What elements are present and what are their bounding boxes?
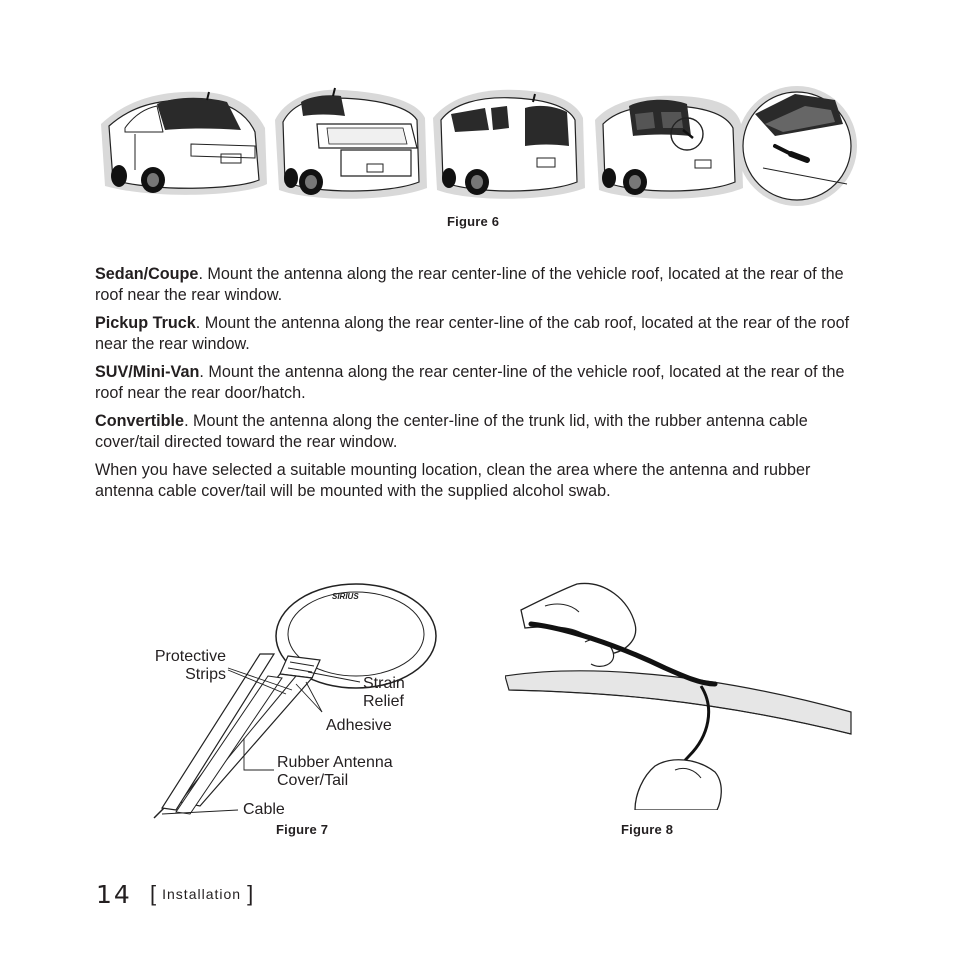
bracket-close: ] — [247, 881, 254, 906]
pickup-truck-illustration — [275, 88, 427, 199]
page-number: 14 — [96, 880, 132, 909]
convertible-illustration — [595, 96, 743, 199]
label-adhesive: Adhesive — [326, 717, 392, 734]
label-strain-line2: Relief — [363, 693, 404, 710]
convertible-detail-illustration — [737, 86, 857, 206]
paragraph-sedan-coupe — [95, 264, 870, 306]
text-suv-mini-van: . Mount the antenna along the rear center-line of the vehicle roof, located at the rear of the roof near the rear door/hatch. — [95, 363, 845, 402]
label-strain-relief — [363, 675, 405, 711]
term-convertible: Convertible — [95, 412, 185, 430]
label-rubber-antenna-cover — [277, 754, 393, 790]
text-sedan-coupe: . Mount the antenna along the rear center-line of the vehicle roof, located at the rear of the roof near the rear window. — [95, 265, 844, 304]
figure-6-illustration — [95, 84, 860, 212]
text-cleaning: When you have selected a suitable mounting location, clean the area where the antenna and rubber antenna cable cover/tail will be mounted with the supplied alcohol swab. — [95, 461, 811, 500]
paragraph-suv-mini-van — [95, 362, 870, 404]
antenna-brand-label: SIRIUS — [332, 592, 359, 601]
text-pickup-truck: . Mount the antenna along the rear center-line of the cab roof, located at the rear of the roof near the rear window. — [95, 314, 850, 353]
label-rubber-line2: Cover/Tail — [277, 772, 349, 789]
label-protective-line1: Protective — [154, 648, 226, 665]
bracket-open: [ — [150, 881, 157, 906]
paragraph-pickup-truck — [95, 313, 870, 355]
figure-8-illustration — [505, 580, 855, 810]
label-protective-line2: Strips — [185, 666, 226, 683]
paragraph-convertible — [95, 411, 870, 453]
sedan-illustration — [101, 92, 267, 195]
suv-illustration — [433, 90, 585, 199]
term-pickup-truck: Pickup Truck — [95, 314, 196, 332]
paragraph-cleaning — [95, 460, 870, 502]
term-suv-mini-van: SUV/Mini-Van — [95, 363, 200, 381]
figure-8-caption: Figure 8 — [621, 822, 674, 837]
label-rubber-line1: Rubber Antenna — [277, 754, 393, 771]
section-footer — [150, 881, 253, 907]
text-convertible: . Mount the antenna along the center-line of the trunk lid, with the rubber antenna cable cover/tail directed toward the rear window. — [95, 412, 808, 451]
section-name: Installation — [162, 886, 242, 902]
label-strain-line1: Strain — [363, 675, 405, 692]
label-protective-strips — [146, 648, 226, 684]
figure-6-caption: Figure 6 — [447, 214, 500, 229]
label-cable: Cable — [243, 801, 285, 818]
term-sedan-coupe: Sedan/Coupe — [95, 265, 199, 283]
figure-7-caption: Figure 7 — [276, 822, 329, 837]
